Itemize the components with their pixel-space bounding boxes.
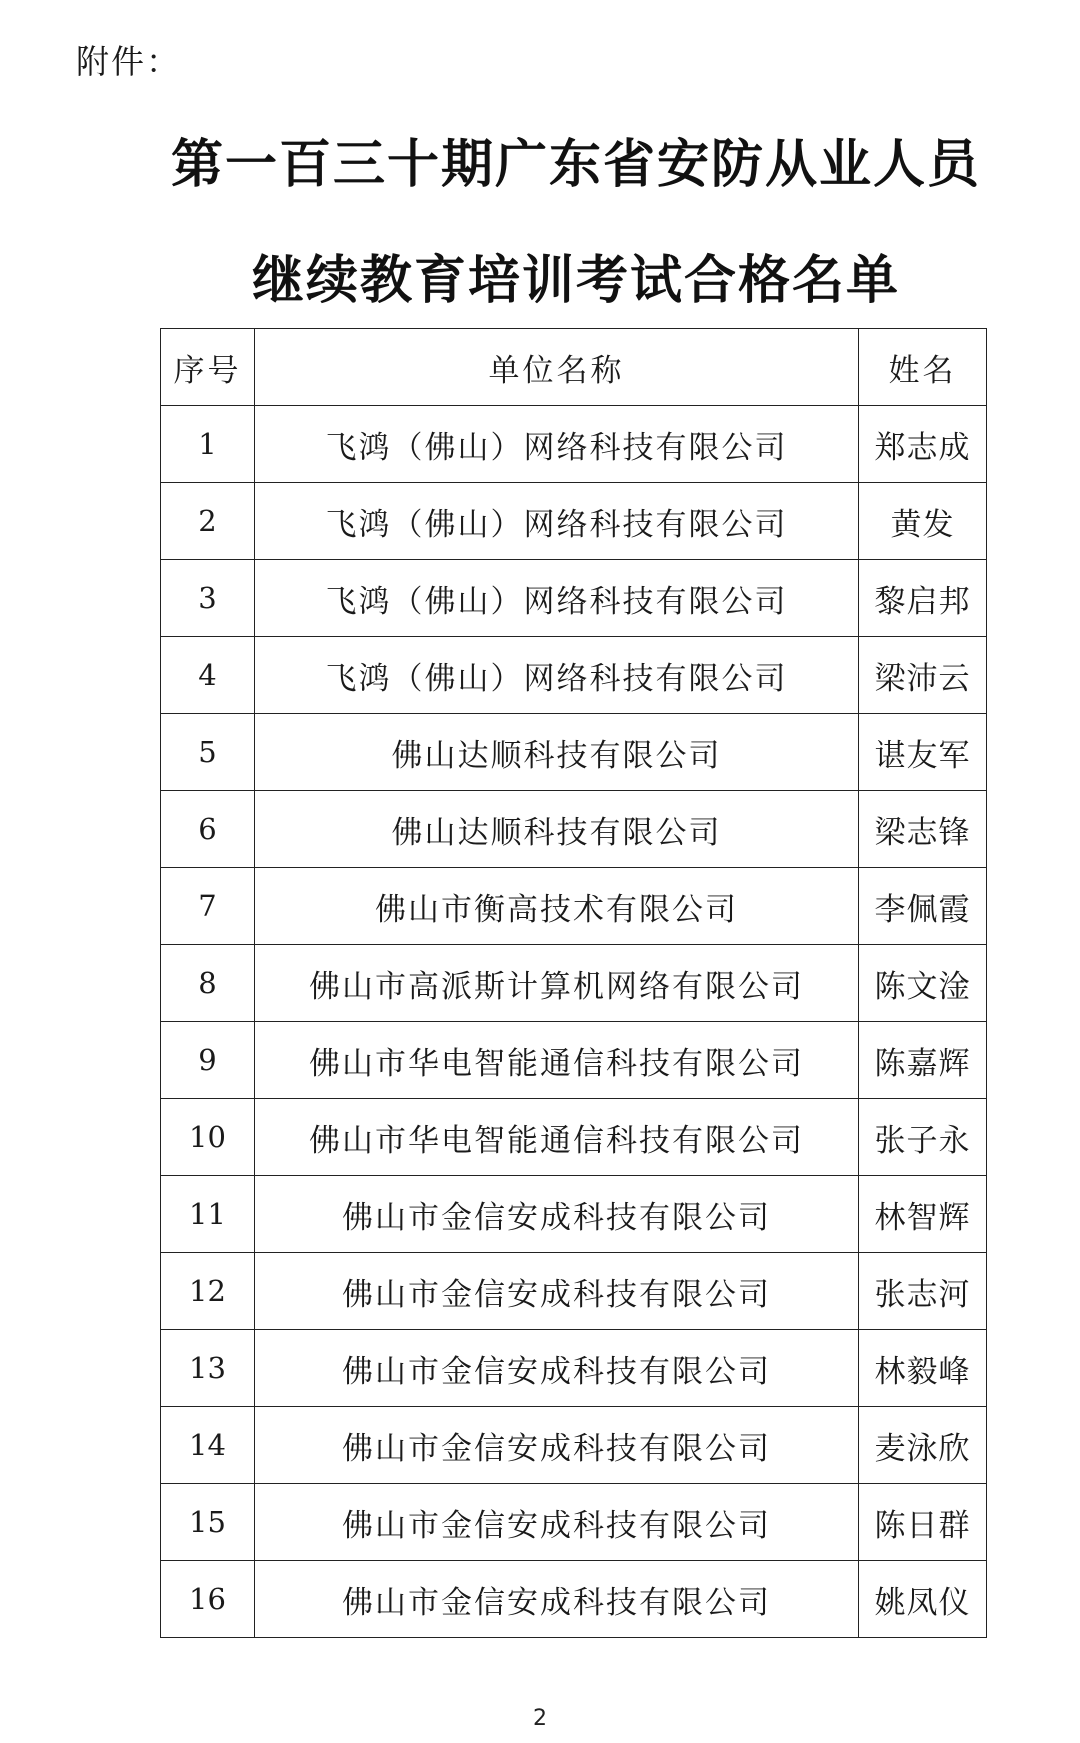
table-row	[161, 637, 987, 714]
row-index-cell: 15	[161, 1484, 255, 1561]
page-number: 2	[533, 1706, 547, 1731]
row-index-cell: 3	[161, 560, 255, 637]
row-index-cell: 9	[161, 1022, 255, 1099]
row-unit-cell: 佛山市高派斯计算机网络有限公司	[255, 945, 859, 1022]
row-index-cell: 16	[161, 1561, 255, 1638]
row-index-cell: 7	[161, 868, 255, 945]
row-name-cell: 梁沛云	[859, 637, 987, 714]
table-row	[161, 1330, 987, 1407]
row-name-cell: 麦泳欣	[859, 1407, 987, 1484]
table-header-row	[161, 329, 987, 406]
table-row	[161, 483, 987, 560]
row-index-cell: 14	[161, 1407, 255, 1484]
row-unit-cell: 飞鸿（佛山）网络科技有限公司	[255, 483, 859, 560]
table-body	[161, 406, 987, 1638]
row-unit-cell: 佛山市金信安成科技有限公司	[255, 1330, 859, 1407]
column-header-unit: 单位名称	[255, 329, 859, 406]
qualified-roster-table	[160, 328, 987, 1638]
row-name-cell: 姚凤仪	[859, 1561, 987, 1638]
row-unit-cell: 飞鸿（佛山）网络科技有限公司	[255, 637, 859, 714]
table-row	[161, 1407, 987, 1484]
row-unit-cell: 佛山市衡高技术有限公司	[255, 868, 859, 945]
row-unit-cell: 佛山市华电智能通信科技有限公司	[255, 1022, 859, 1099]
table-row	[161, 560, 987, 637]
table-row	[161, 1176, 987, 1253]
attachment-label: 附件：	[76, 42, 181, 81]
row-name-cell: 黄发	[859, 483, 987, 560]
row-unit-cell: 佛山市华电智能通信科技有限公司	[255, 1099, 859, 1176]
column-header-name: 姓名	[859, 329, 987, 406]
row-index-cell: 8	[161, 945, 255, 1022]
row-name-cell: 郑志成	[859, 406, 987, 483]
row-unit-cell: 佛山达顺科技有限公司	[255, 714, 859, 791]
row-unit-cell: 佛山市金信安成科技有限公司	[255, 1407, 859, 1484]
table-row	[161, 1253, 987, 1330]
row-name-cell: 张志河	[859, 1253, 987, 1330]
row-unit-cell: 佛山市金信安成科技有限公司	[255, 1484, 859, 1561]
row-name-cell: 陈文淦	[859, 945, 987, 1022]
table-row	[161, 1484, 987, 1561]
row-index-cell: 5	[161, 714, 255, 791]
row-index-cell: 1	[161, 406, 255, 483]
row-index-cell: 13	[161, 1330, 255, 1407]
row-index-cell: 11	[161, 1176, 255, 1253]
row-unit-cell: 佛山市金信安成科技有限公司	[255, 1253, 859, 1330]
row-index-cell: 10	[161, 1099, 255, 1176]
row-name-cell: 张子永	[859, 1099, 987, 1176]
table-row	[161, 868, 987, 945]
row-index-cell: 12	[161, 1253, 255, 1330]
row-name-cell: 谌友军	[859, 714, 987, 791]
table-row	[161, 714, 987, 791]
row-name-cell: 陈嘉辉	[859, 1022, 987, 1099]
table-row	[161, 406, 987, 483]
row-index-cell: 6	[161, 791, 255, 868]
row-index-cell: 4	[161, 637, 255, 714]
document-title-line-1: 第一百三十期广东省安防从业人员	[170, 135, 981, 195]
row-unit-cell: 飞鸿（佛山）网络科技有限公司	[255, 406, 859, 483]
table-row	[161, 791, 987, 868]
column-header-index: 序号	[161, 329, 255, 406]
row-name-cell: 黎启邦	[859, 560, 987, 637]
row-name-cell: 梁志锋	[859, 791, 987, 868]
row-unit-cell: 飞鸿（佛山）网络科技有限公司	[255, 560, 859, 637]
row-name-cell: 林毅峰	[859, 1330, 987, 1407]
table-row	[161, 945, 987, 1022]
row-unit-cell: 佛山市金信安成科技有限公司	[255, 1561, 859, 1638]
table-row	[161, 1099, 987, 1176]
row-unit-cell: 佛山市金信安成科技有限公司	[255, 1176, 859, 1253]
row-name-cell: 林智辉	[859, 1176, 987, 1253]
document-title-line-2: 继续教育培训考试合格名单	[251, 251, 900, 311]
row-unit-cell: 佛山达顺科技有限公司	[255, 791, 859, 868]
row-name-cell: 陈日群	[859, 1484, 987, 1561]
table-row	[161, 1022, 987, 1099]
table-row	[161, 1561, 987, 1638]
row-name-cell: 李佩霞	[859, 868, 987, 945]
row-index-cell: 2	[161, 483, 255, 560]
